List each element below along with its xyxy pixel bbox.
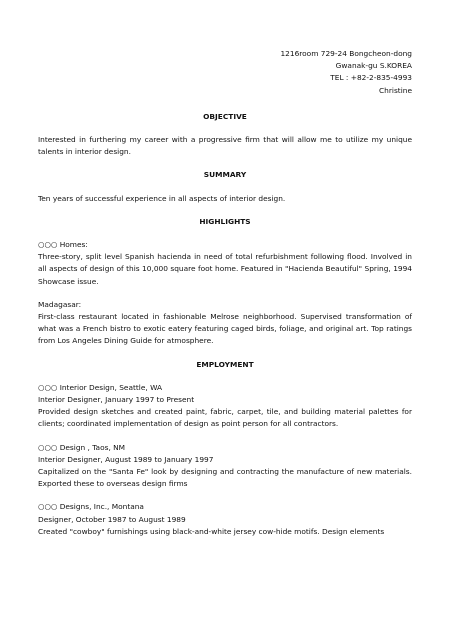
job-role: Interior Designer, January 1997 to Present	[38, 395, 195, 405]
job-role: Designer, October 1987 to August 1989	[38, 514, 186, 524]
highlight-title: ○○○ Homes:	[38, 240, 88, 250]
job-company: ○○○ Design , Taos, NM	[38, 442, 126, 452]
objective-heading: OBJECTIVE	[203, 111, 247, 121]
applicant-name: Christine	[379, 85, 412, 95]
highlight-description: First-class restaurant located in fashionable Melrose neighborhood. Supervised transformation of what was a French bistro to exotic eatery featuring caged birds, foliage, and original art. Top ratings from Los Angeles Dining Guide for atmosphere.	[38, 312, 412, 346]
job-description: Provided design sketches and created paint, fabric, carpet, tile, and building material palettes for clients; coordinated implementation of design as point person for all contractors.	[38, 407, 412, 429]
summary-heading: SUMMARY	[203, 170, 247, 180]
job-description: Capitalized on the "Santa Fe" look by designing and contracting the manufacture of new materials. Exported these to overseas design firms	[38, 467, 412, 489]
job-entry	[38, 442, 412, 491]
job-company: ○○○ Interior Design, Seattle, WA	[38, 382, 163, 392]
address-line: Gwanak-gu S.KOREA	[335, 61, 412, 71]
job-entry	[38, 501, 412, 538]
summary-text: Ten years of successful experience in all aspects of interior design.	[38, 193, 286, 203]
highlight-item	[38, 239, 412, 288]
job-entry	[38, 382, 412, 431]
phone-line: TEL : +82-2-835-4993	[330, 73, 412, 83]
employment-heading: EMPLOYMENT	[196, 359, 254, 369]
objective-text: Interested in furthering my career with a progressive firm that will allow me to utilize my unique talents in interior design.	[38, 135, 412, 157]
resume-page	[38, 48, 412, 549]
job-company: ○○○ Designs, Inc., Montana	[38, 502, 144, 512]
highlight-title: Madagasar:	[38, 299, 82, 309]
highlight-description: Three-story, split level Spanish hacienda in need of total refurbishment following flood. Involved in all aspects of design of this 10,000 square foot home. Featured in "Hacienda Beautiful" Spring, 1994 Showcase issue.	[38, 252, 412, 286]
job-description: Created "cowboy" furnishings using black-and-white jersey cow-hide motifs. Design elements	[38, 526, 385, 536]
address-line: 1216room 729-24 Bongcheon-dong	[280, 49, 412, 58]
contact-address-block	[38, 48, 412, 97]
highlight-item	[38, 299, 412, 348]
highlights-heading: HIGHLIGHTS	[199, 216, 251, 226]
job-role: Interior Designer, August 1989 to January 1997	[38, 454, 214, 464]
